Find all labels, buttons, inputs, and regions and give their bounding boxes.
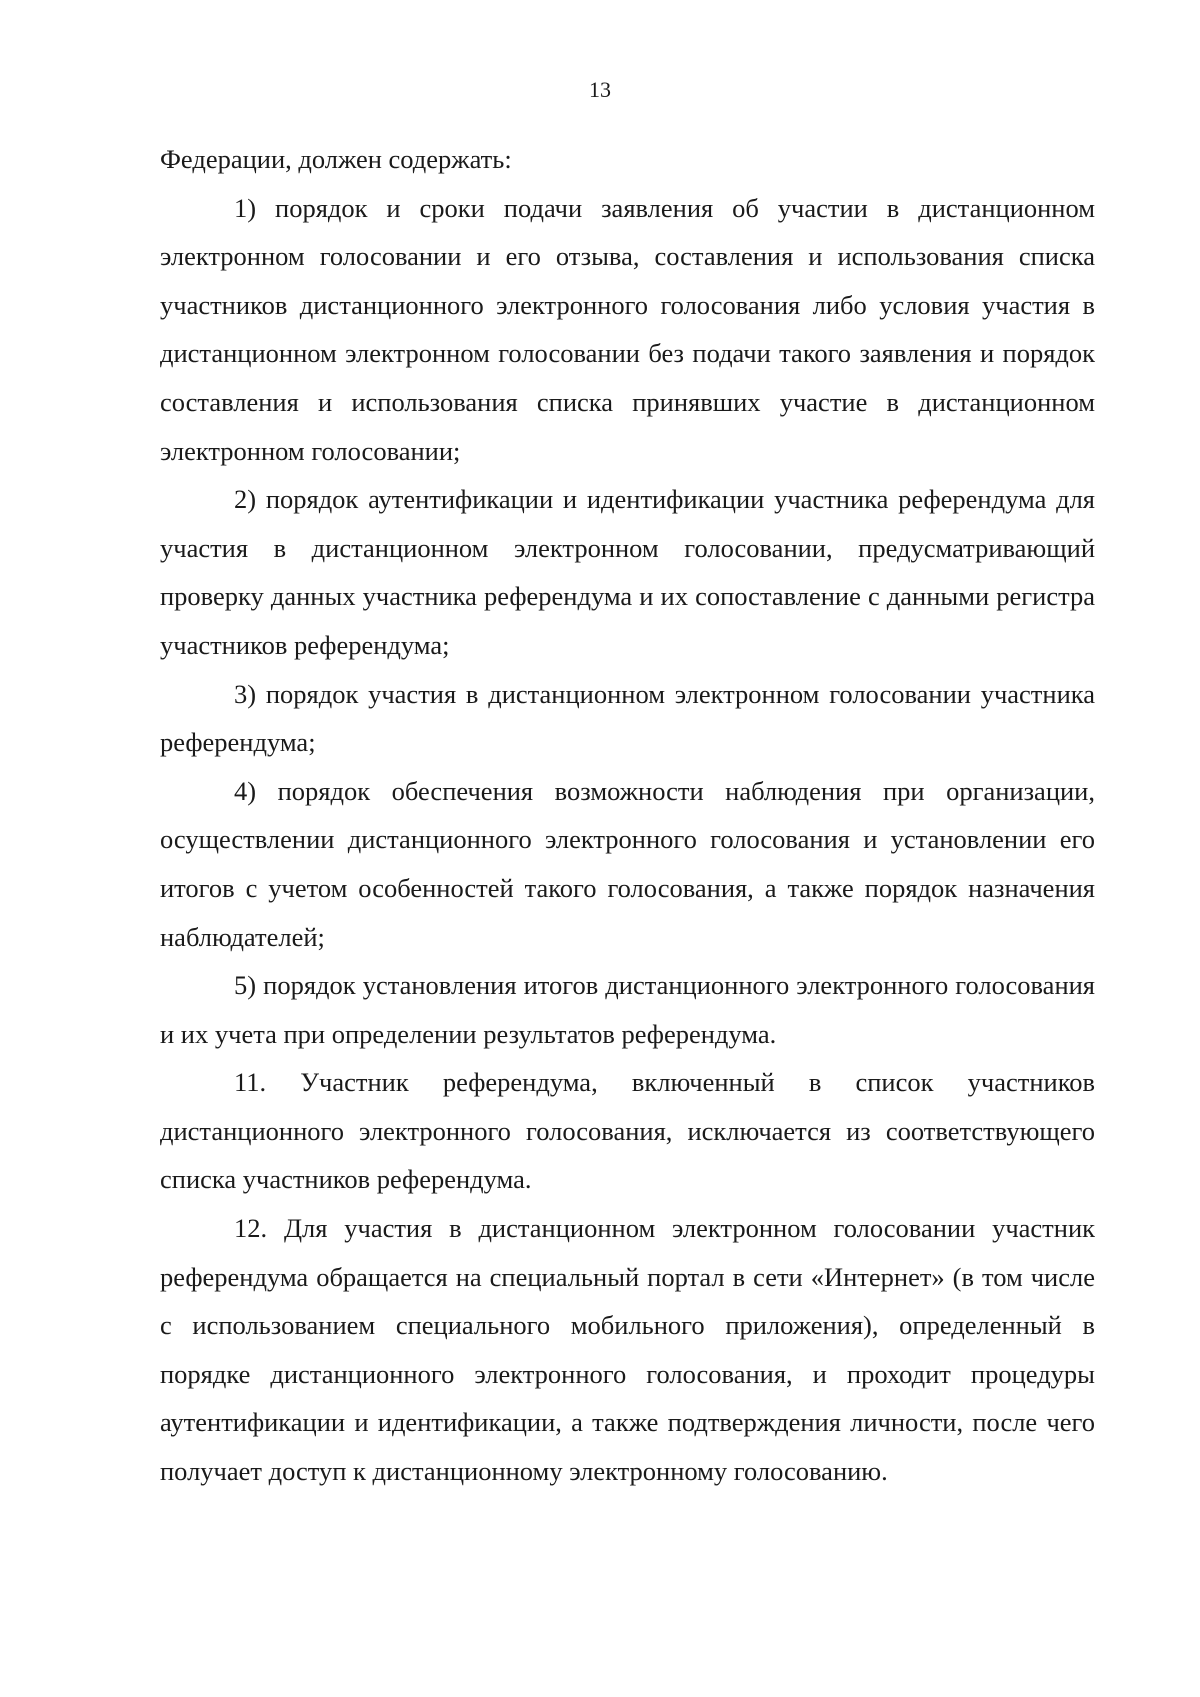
document-body xyxy=(160,135,1095,1496)
paragraph-item-5: 5) порядок установления итогов дистанционного электронного голосования и их учета при определении результатов референдума. xyxy=(160,970,1095,1049)
paragraph-item-1: 1) порядок и сроки подачи заявления об участии в дистанционном электронном голосовании и его отзыва, составления и использования списка участников дистанционного электронного голосования либо условия участия в дистанционном электронном голосовании без подачи такого заявления и порядок составления и использования списка принявших участие в дистанционном электронном голосовании; xyxy=(160,192,1095,466)
page-number: 13 xyxy=(589,77,611,102)
paragraph-clause-12: 12. Для участия в дистанционном электронном голосовании участник референдума обращается на специальный портал в сети «Интернет» (в том числе с использованием специального мобильного приложения), определенный в порядке дистанционного электронного голосования, и проходит процедуры аутентификации и идентификации, а также подтверждения личности, после чего получает доступ к дистанционному электронному голосованию. xyxy=(160,1213,1095,1487)
paragraph-item-4: 4) порядок обеспечения возможности наблюдения при организации, осуществлении дистанционного электронного голосования и установлении его итогов с учетом особенностей такого голосования, а также порядок назначения наблюдателей; xyxy=(160,775,1095,952)
paragraph-item-2: 2) порядок аутентификации и идентификации участника референдума для участия в дистанционном электронном голосовании, предусматривающий проверку данных участника референдума и их сопоставление с данными регистра участников референдума; xyxy=(160,484,1095,660)
paragraph-clause-11: 11. Участник референдума, включенный в список участников дистанционного электронного голосования, исключается из соответствующего списка участников референдума. xyxy=(160,1067,1095,1195)
paragraph-intro: Федерации, должен содержать: xyxy=(160,144,512,174)
paragraph-item-3: 3) порядок участия в дистанционном электронном голосовании участника референдума; xyxy=(160,678,1095,758)
